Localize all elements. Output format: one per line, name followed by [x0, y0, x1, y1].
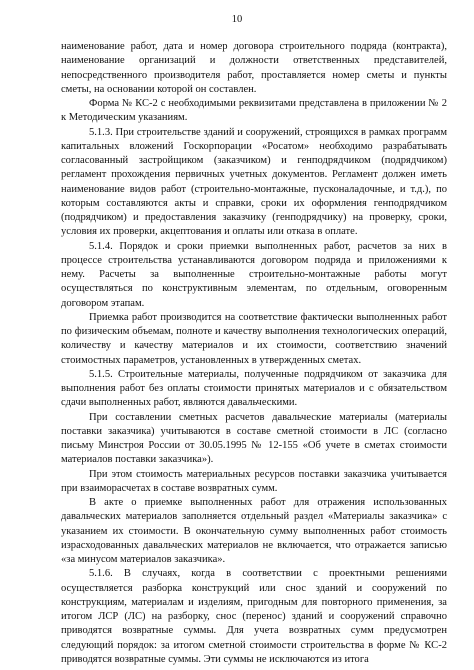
paragraph-5-1-6: 5.1.6. В случаях, когда в соответствии с проектными решениями осуществляется разборка конструкций или снос зданий и сооружений по конструкциям, материалам и изделиям, пригодным для повторного применения, за итогом ЛСР (ЛС) на разборку, снос (перенос) зданий и сооружений справочно приводятся возвратные суммы. Для учета возвратных сумм предусмотрен следующий порядок: за итогом сметной стоимости строительства в форме № КС-2 приводятся возвратные суммы. Эти суммы не исключаются из итога: [61, 568, 447, 665]
paragraph-5-1-3: 5.1.3. При строительстве зданий и сооружений, строящихся в рамках программ капитальных вложений Госкорпорации «Росатом» необходимо разрабатывать согласованный застройщиком (заказчиком) и генподрядчиком (подрядчиком) регламент прохождения первичных учетных документов. Регламент должен иметь наименование видов работ (строительно-монтажные, пусконаладочные, и т.д.), по которым составляются акты и справки, сроки их оформления генподрядчиком (подрядчиком) и предоставления заказчику (генподрядчику) на проверку, сроки, условия их проверки, акцептования и оплаты или отказа в оплате.: [61, 126, 447, 238]
paragraph-5-1-4: 5.1.4. Порядок и сроки приемки выполненных работ, расчетов за них в процессе строительства устанавливаются договором подряда и приложениями к нему. Расчеты за выполненные строительно-монтажные работы могут осуществляться по конструктивным элементам, по отдельным, оговоренным договором этапам.: [61, 240, 447, 309]
paragraph-return-sums: При этом стоимость материальных ресурсов поставки заказчика учитывается при взаиморасчетах в составе возвратных сумм.: [61, 468, 447, 494]
document-body: [61, 40, 447, 667]
paragraph-continuation: наименование работ, дата и номер договора строительного подряда (контракта), наименование организаций и должности ответственных представителей, непосредственного производителя работ, проставляется номер сметы и пункты сметы, на основании которой он составлен.: [61, 41, 447, 95]
paragraph-act-section: В акте о приемке выполненных работ для отражения использованных давальческих материалов заполняется отдельный раздел «Материалы заказчика» с указанием их стоимости. В окончательную сумму выполненных работ стоимость израсходованных давальческих материалов не включается, что отражается записью «за минусом материалов заказчика».: [61, 497, 447, 565]
page-number: 10: [231, 14, 243, 25]
paragraph-acceptance: Приемка работ производится на соответствие фактически выполненных работ по физическим объемам, полноте и качеству выполнения технологических операций, количеству и качеству материалов и их стоимости, соответствию значений стоимостных параметров, установленных в утвержденных сметах.: [61, 311, 447, 366]
paragraph-form-ks2-appendix: Форма № КС-2 с необходимыми реквизитами представлена в приложении № 2 к Методическим указаниям.: [61, 98, 447, 124]
paragraph-estimates: При составлении сметных расчетов давальческие материалы (материалы поставки заказчика) учитываются в составе сметной стоимости в ЛС (согласно письму Минстроя России от 30.05.1995 № 12-155 «Об учете в сметах стоимости материалов поставки заказчика»).: [61, 411, 447, 466]
paragraph-5-1-5: 5.1.5. Строительные материалы, полученные подрядчиком от заказчика для выполнения работ без оплаты стоимости принятых материалов и с обязательством сдачи выполненных работ, являются давальческими.: [61, 368, 447, 409]
